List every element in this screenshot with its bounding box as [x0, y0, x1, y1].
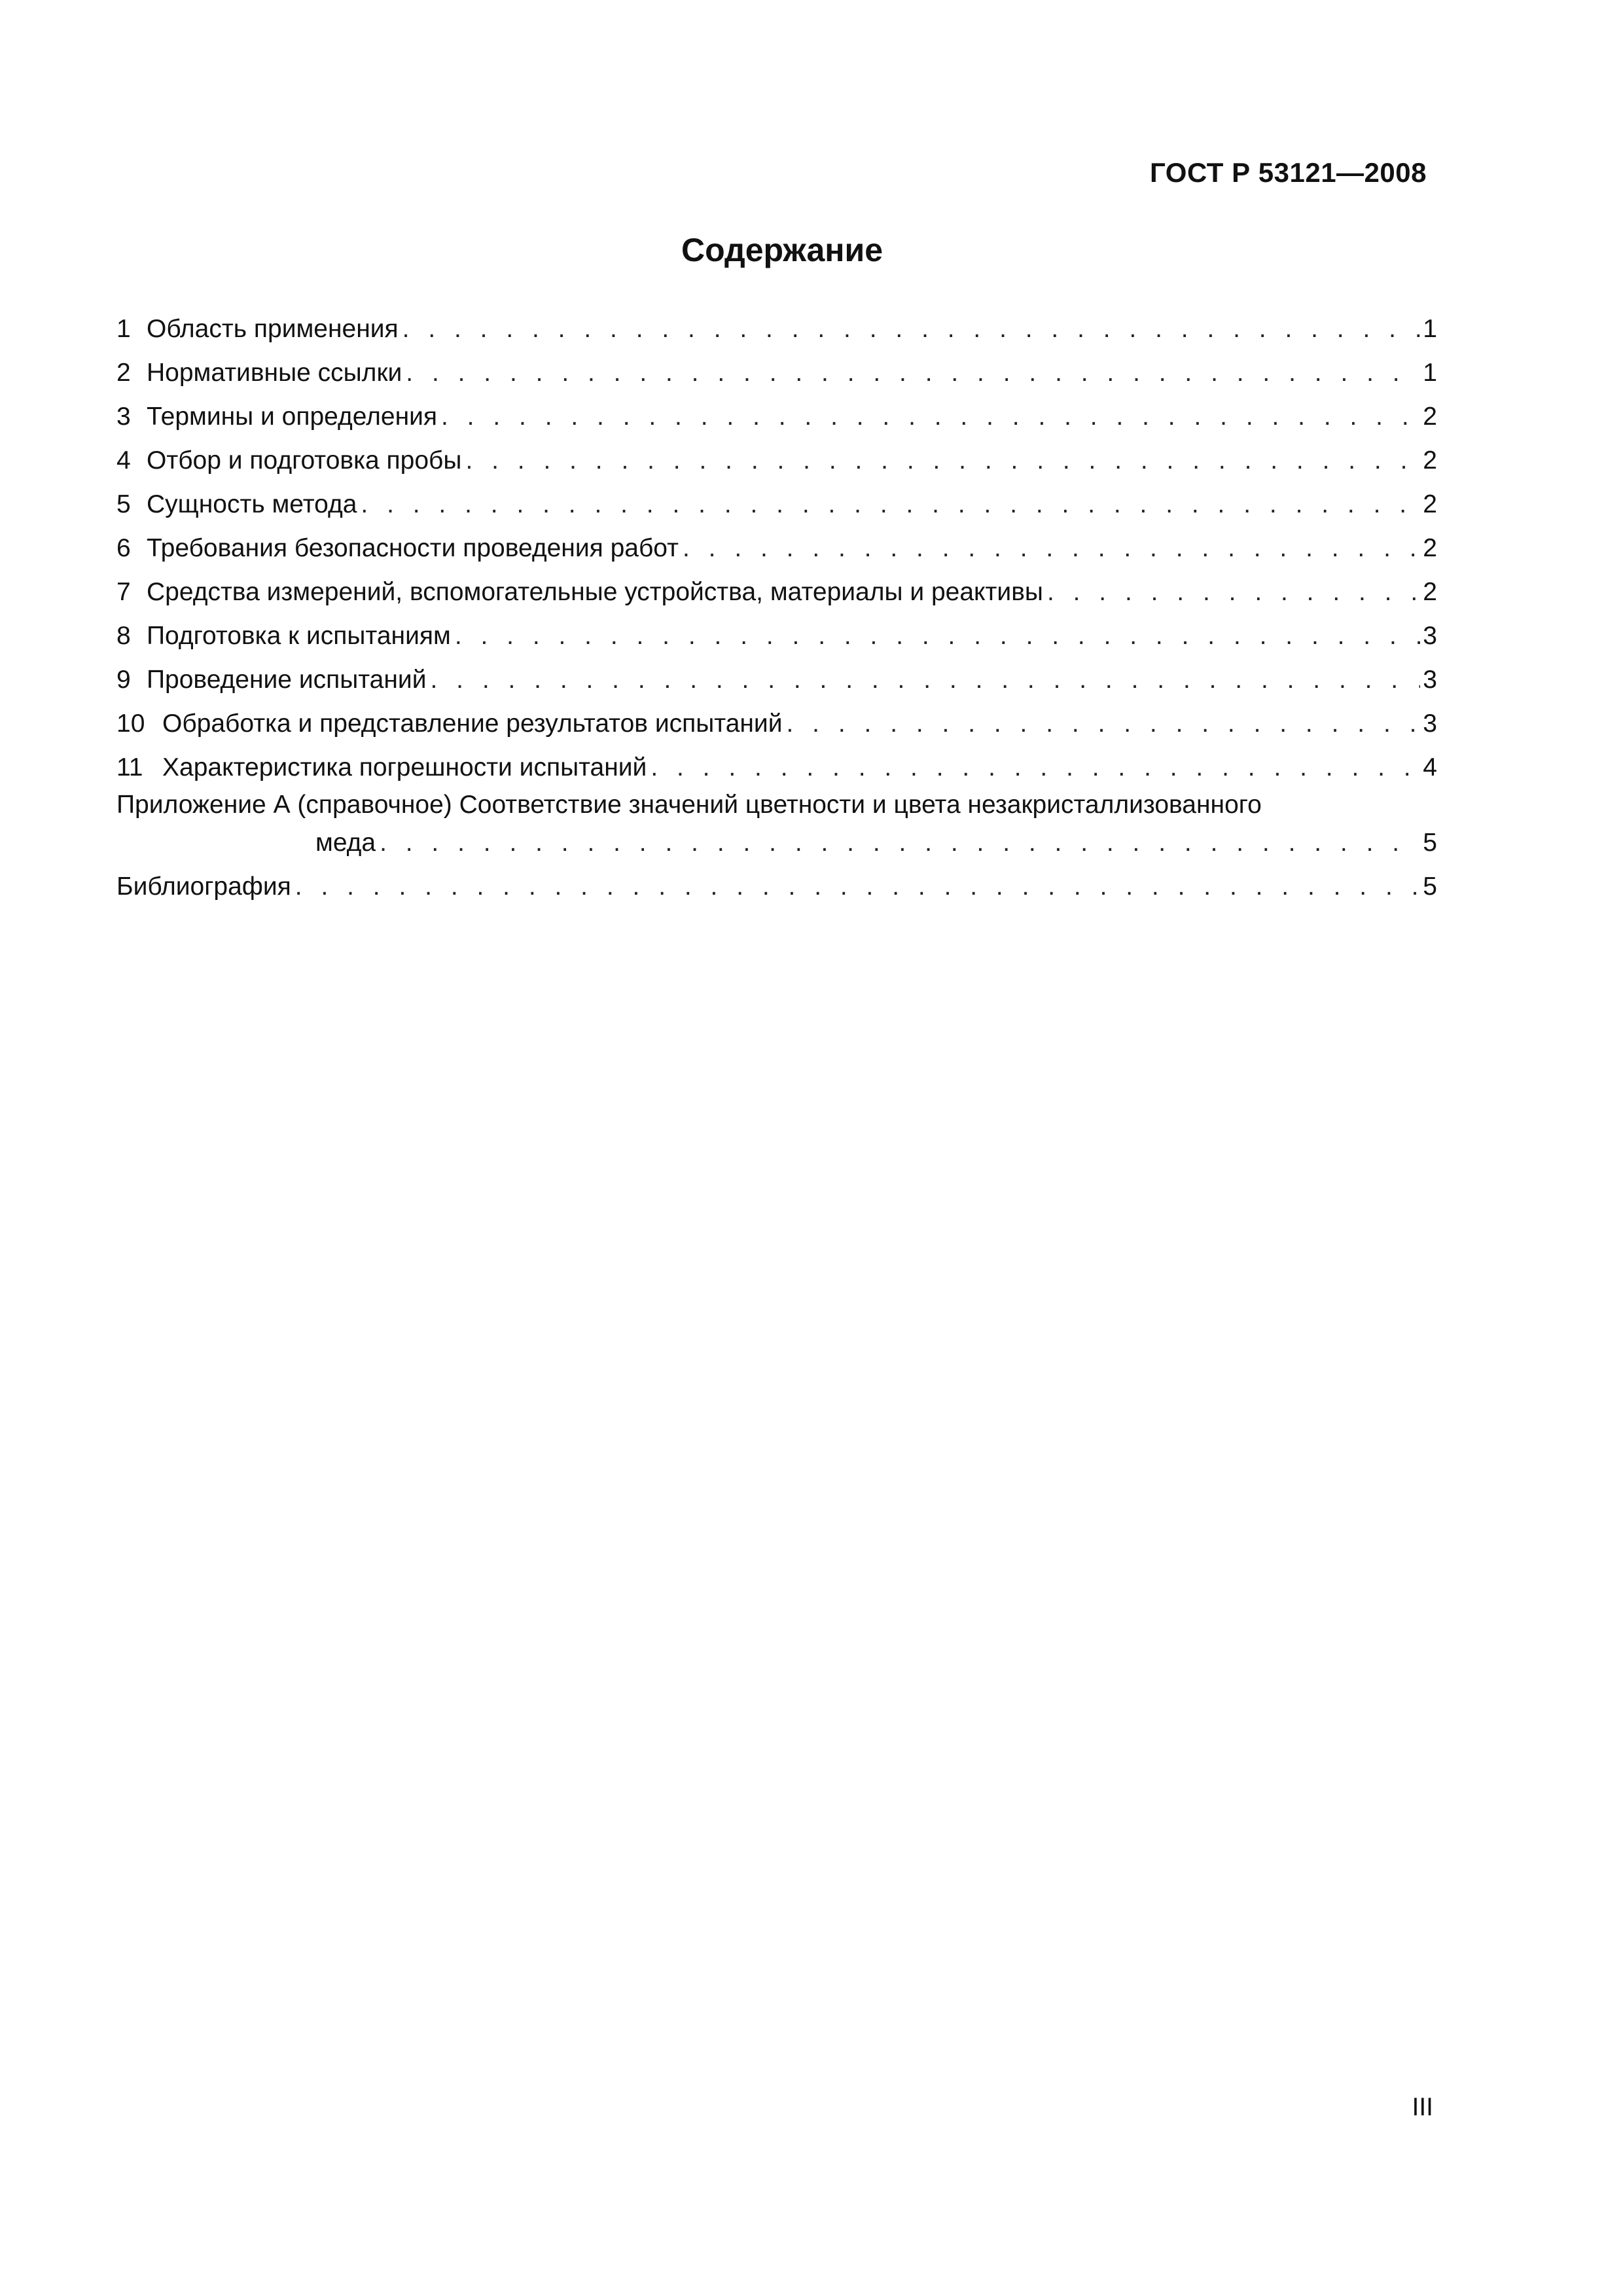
toc-entry-title: Приложение А (справочное) Соответствие значений цветности и цвета незакристаллизованного — [116, 791, 1262, 819]
toc-entry-page: 2 — [1423, 490, 1437, 518]
toc-entry-page: 5 — [1423, 829, 1437, 857]
toc-entry-title: Термины и определения — [147, 403, 438, 431]
dot-leader — [380, 829, 1420, 857]
dot-leader — [406, 359, 1420, 387]
toc-entry-10[interactable] — [116, 694, 1437, 738]
toc-entry-title: Библиография — [116, 872, 291, 901]
toc-entry-page: 4 — [1423, 753, 1437, 781]
dot-leader — [361, 490, 1420, 519]
toc-entry-6[interactable] — [116, 519, 1437, 563]
toc-entry-title: Отбор и подготовка пробы — [147, 446, 462, 475]
toc-entry-11[interactable] — [116, 738, 1437, 782]
toc-entry-title: Нормативные ссылки — [147, 359, 402, 387]
toc-entry-page: 3 — [1423, 622, 1437, 650]
toc-entry-page: 5 — [1423, 872, 1437, 901]
toc-entry-number: 10 — [116, 709, 145, 738]
toc-entry-number: 1 — [116, 315, 131, 343]
toc-entry-page: 2 — [1423, 403, 1437, 431]
toc-entry-title: Область применения — [147, 315, 399, 343]
toc-entry-appendix-a[interactable] — [116, 782, 1437, 857]
toc-entry-number: 2 — [116, 359, 131, 387]
table-of-contents — [116, 300, 1437, 901]
toc-entry-page: 3 — [1423, 709, 1437, 738]
toc-heading: Содержание — [681, 232, 883, 268]
dot-leader — [430, 666, 1420, 694]
dot-leader — [683, 534, 1420, 563]
toc-entry-page: 2 — [1423, 534, 1437, 562]
toc-entry-page: 1 — [1423, 315, 1437, 343]
toc-entry-number: 11 — [116, 753, 143, 781]
toc-entry-bibliography[interactable] — [116, 857, 1437, 901]
toc-entry-page: 2 — [1423, 446, 1437, 475]
dot-leader — [651, 753, 1420, 782]
toc-entry-number: 9 — [116, 666, 131, 694]
toc-entry-title: Подготовка к испытаниям — [147, 622, 451, 650]
toc-entry-9[interactable] — [116, 651, 1437, 694]
toc-entry-title: Средства измерений, вспомогательные устройства, материалы и реактивы — [147, 578, 1043, 606]
toc-entry-title-line2: меда — [315, 829, 376, 857]
dot-leader — [787, 709, 1420, 738]
toc-entry-4[interactable] — [116, 431, 1437, 475]
toc-entry-number: 4 — [116, 446, 131, 475]
document-code: ГОСТ Р 53121—2008 — [1150, 157, 1427, 188]
dot-leader — [465, 446, 1420, 475]
toc-entry-title: Обработка и представление результатов испытаний — [162, 709, 783, 738]
toc-entry-title: Требования безопасности проведения работ — [147, 534, 679, 562]
dot-leader — [441, 403, 1420, 431]
toc-entry-number: 3 — [116, 403, 131, 431]
page-number: III — [1412, 2093, 1433, 2121]
toc-entry-title: Характеристика погрешности испытаний — [162, 753, 647, 781]
toc-entry-number: 7 — [116, 578, 131, 606]
toc-entry-1[interactable] — [116, 300, 1437, 344]
toc-entry-page: 3 — [1423, 666, 1437, 694]
toc-entry-title-continuation — [116, 821, 1437, 857]
toc-entry-8[interactable] — [116, 607, 1437, 651]
dot-leader — [455, 622, 1420, 651]
toc-entry-7[interactable] — [116, 563, 1437, 607]
dot-leader — [1047, 578, 1420, 607]
dot-leader — [402, 315, 1420, 344]
toc-entry-number: 8 — [116, 622, 131, 650]
toc-entry-title: Проведение испытаний — [147, 666, 427, 694]
toc-entry-page: 1 — [1423, 359, 1437, 387]
toc-entry-number: 6 — [116, 534, 131, 562]
toc-entry-3[interactable] — [116, 387, 1437, 431]
dot-leader — [295, 872, 1420, 901]
toc-entry-5[interactable] — [116, 475, 1437, 519]
toc-entry-2[interactable] — [116, 344, 1437, 387]
toc-entry-title: Сущность метода — [147, 490, 357, 518]
toc-entry-page: 2 — [1423, 578, 1437, 606]
toc-entry-number: 5 — [116, 490, 131, 518]
